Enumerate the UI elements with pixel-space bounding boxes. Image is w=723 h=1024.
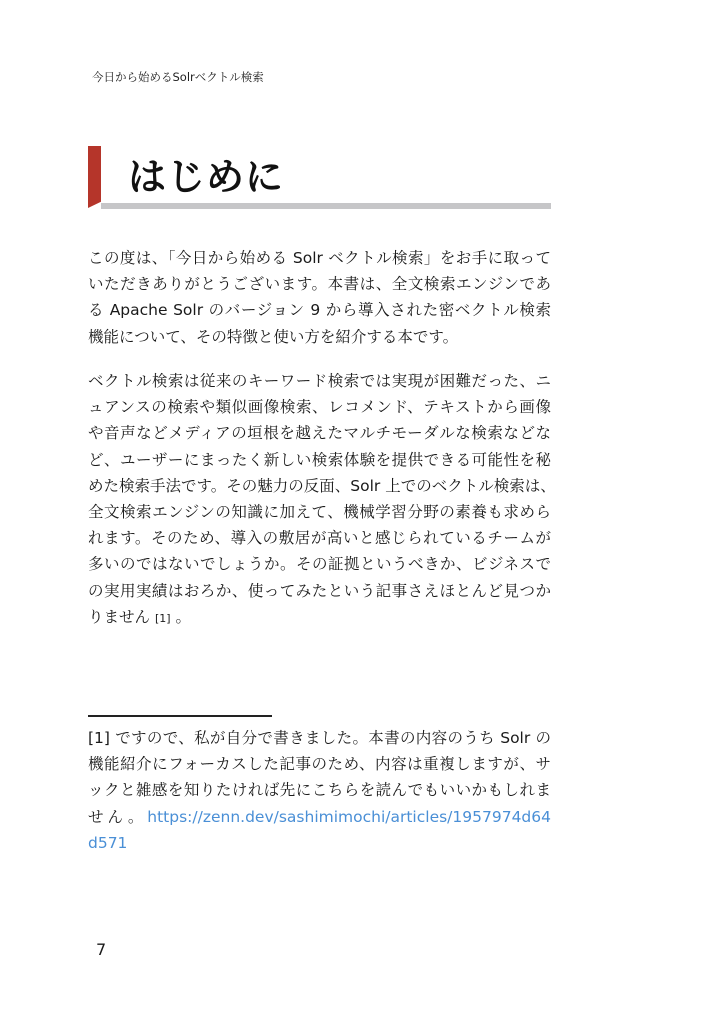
footnote — [88, 725, 551, 856]
text-line: や音声などメディアの垣根を越えたマルチモーダルな検索などな — [88, 424, 551, 443]
heading-underline — [101, 203, 551, 209]
footnote-line: ックと雑感を知りたければ先にこちらを読んでもいいかもしれま — [88, 781, 551, 800]
footnote-line: 機能紹介にフォーカスした記事のため、内容は重複しますが、サ — [88, 755, 551, 774]
footnote-ref-link[interactable]: [1] — [154, 611, 171, 625]
text-line: の実用実績はおろか、使ってみたという記事さえほとんど見つか — [88, 581, 551, 600]
paragraph-2 — [88, 368, 556, 630]
footnote-line — [88, 830, 551, 856]
footnote-divider — [88, 715, 272, 717]
text-line: 機能について、その特徴と使い方を紹介する本です。 — [88, 327, 459, 346]
text-line: この度は、「今日から始める Solr ベクトル検索」をお手に取って — [88, 249, 551, 267]
sentence-end: 。 — [170, 607, 191, 626]
footnote-text: せん。 — [88, 807, 148, 826]
footnote-url-link[interactable]: https://zenn.dev/sashimimochi/articles/1957974d64 — [147, 807, 551, 826]
footnote-url-link-cont[interactable]: d571 — [88, 833, 128, 852]
text-line: 全文検索エンジンの知識に加えて、機械学習分野の素養も求めら — [88, 502, 551, 521]
chapter-title: はじめに — [128, 155, 285, 199]
paragraph-1 — [88, 245, 551, 350]
text-line: ベクトル検索は従来のキーワード検索では実現が困難だった、ニ — [88, 372, 551, 390]
page-number: 7 — [96, 940, 107, 959]
text-line-end: りません — [88, 607, 151, 626]
heading-accent-bar — [88, 146, 101, 208]
running-head: 今日から始めるSolrベクトル検索 — [92, 70, 264, 84]
text-line: いただきありがとうございます。本書は、全文検索エンジンであ — [88, 275, 551, 294]
text-line: ュアンスの検索や類似画像検索、レコメンド、テキストから画像 — [88, 398, 551, 417]
text-line — [88, 604, 551, 630]
footnote-line: [1] ですので、私が自分で書きました。本書の内容のうち Solr の — [88, 729, 551, 747]
text-line: 多いのではないでしょうか。その証拠というべきか、ビジネスで — [88, 555, 551, 574]
text-line: る Apache Solr のバージョン 9 から導入された密ベクトル検索 — [88, 301, 551, 320]
footnote-line — [88, 804, 551, 830]
text-line: ど、ユーザーにまったく新しい検索体験を提供できる可能性を秘 — [88, 450, 551, 469]
text-line: れます。そのため、導入の敷居が高いと感じられているチームが — [88, 529, 551, 548]
text-line: めた検索手法です。その魅力の反面、Solr 上でのベクトル検索は、 — [88, 476, 556, 495]
